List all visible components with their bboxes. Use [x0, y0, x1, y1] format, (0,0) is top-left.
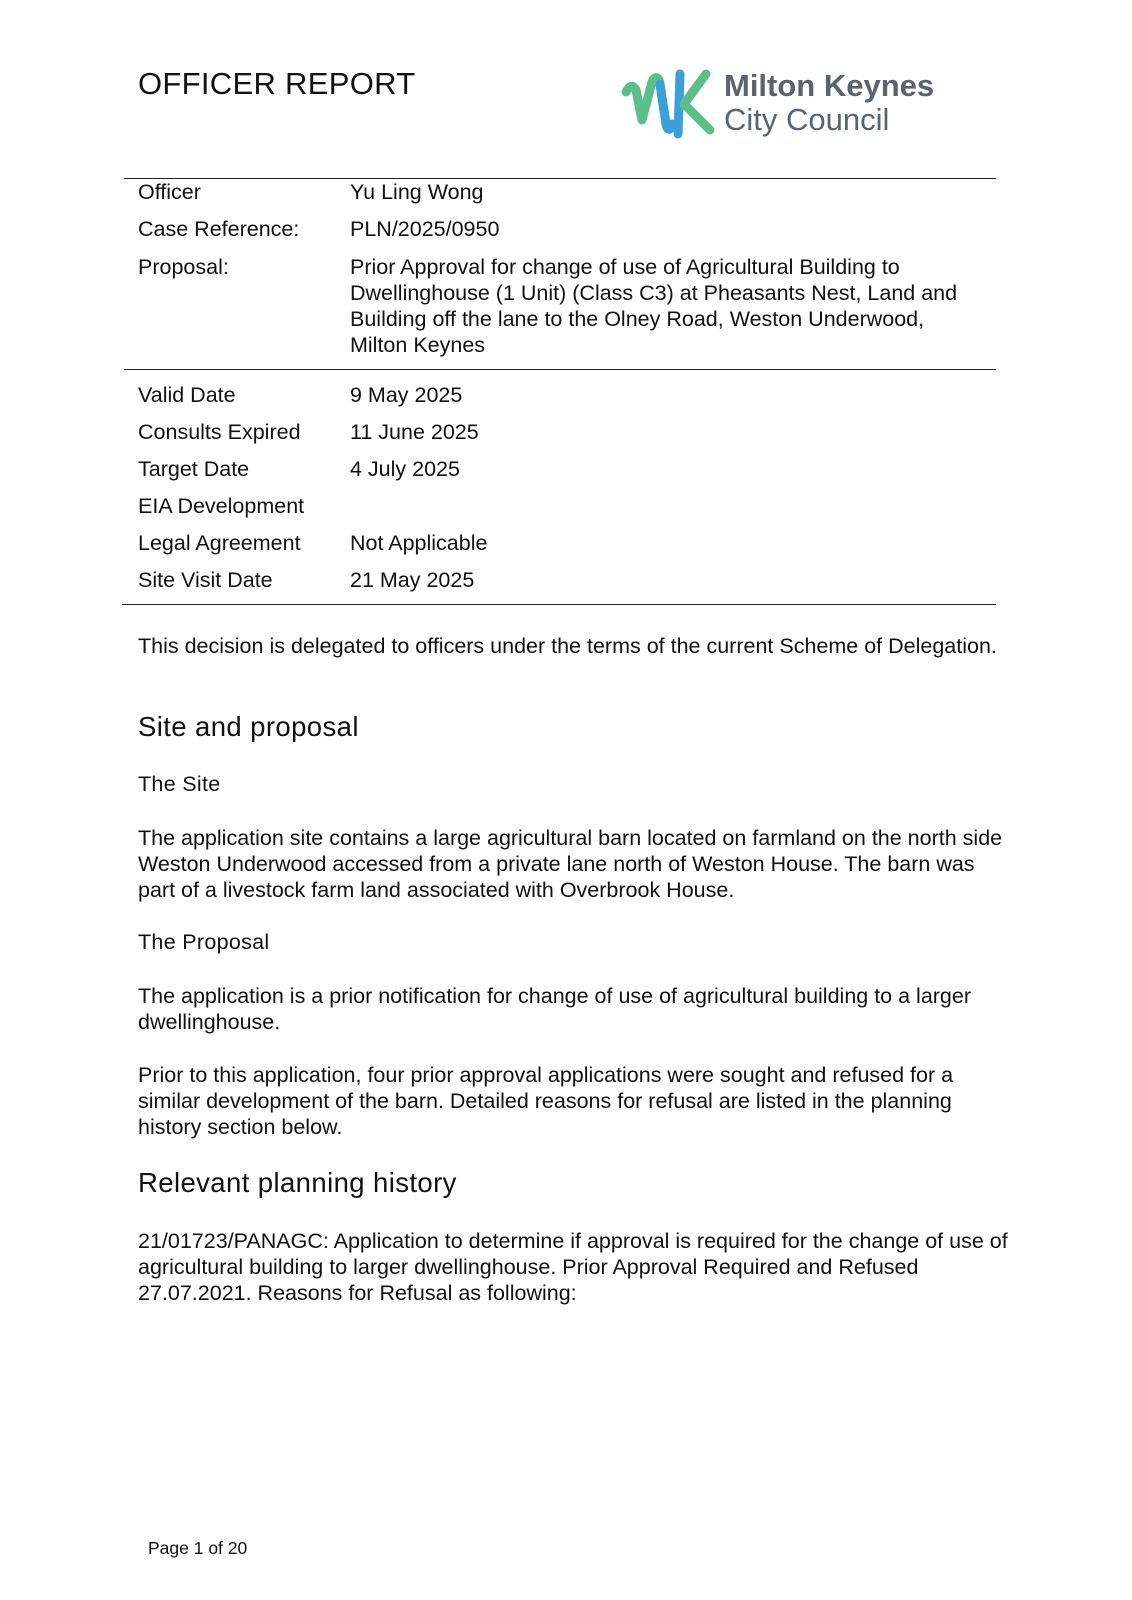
case-reference-value: PLN/2025/0950	[350, 217, 500, 241]
legal-agreement-value: Not Applicable	[350, 531, 488, 555]
valid-date-value: 9 May 2025	[350, 383, 463, 407]
planning-history-heading: Relevant planning history	[138, 1167, 457, 1198]
consults-expired-value: 11 June 2025	[350, 420, 479, 444]
site-visit-date-value: 21 May 2025	[350, 568, 475, 592]
page-number: Page 1 of 20	[148, 1538, 248, 1558]
legal-agreement-label: Legal Agreement	[138, 531, 301, 555]
logo-line1: Milton Keynes	[724, 68, 935, 103]
planning-history-entry: 21/01723/PANAGC: Application to determine if approval is required for the change of use of agricultural building to larger dwellinghouse. Prior Approval Required and Refused 27.07.2021. Reasons for Refusal as following:	[138, 1229, 1014, 1305]
target-date-value: 4 July 2025	[350, 457, 460, 481]
site-description: The application site contains a large agricultural barn located on farmland on the north side Weston Underwood accessed from a private lane north of Weston House. The barn was part of a livestock farm land associated with Overbrook House.	[138, 826, 1003, 902]
the-proposal-heading: The Proposal	[138, 930, 270, 954]
prior-applications-text: Prior to this application, four prior approval applications were sought and refused for a similar development of the barn. Detailed reasons for refusal are listed in the planning history section below.	[138, 1063, 954, 1139]
proposal-value: Prior Approval for change of use of Agricultural Building to Dwellinghouse (1 Unit) (Class C3) at Pheasants Nest, Land and Building off the lane to the Olney Road, Weston Underwood, Milton Keynes	[350, 255, 958, 357]
table-bottom-rule	[122, 604, 996, 605]
council-logo	[620, 64, 1000, 150]
page-title: OFFICER REPORT	[138, 66, 416, 101]
proposal-label: Proposal:	[138, 255, 229, 279]
officer-value: Yu Ling Wong	[350, 180, 484, 204]
logo-line2: City Council	[724, 102, 890, 137]
officer-label: Officer	[138, 180, 201, 204]
site-and-proposal-heading: Site and proposal	[138, 711, 359, 742]
the-site-heading: The Site	[138, 772, 221, 796]
eia-development-label: EIA Development	[138, 494, 305, 518]
table-middle-rule	[124, 369, 996, 370]
mk-logo-mark-icon	[620, 64, 720, 144]
case-reference-label: Case Reference:	[138, 217, 300, 241]
consults-expired-label: Consults Expired	[138, 420, 301, 444]
proposal-description: The application is a prior notification for change of use of agricultural building to a larger dwellinghouse.	[138, 984, 972, 1034]
target-date-label: Target Date	[138, 457, 250, 481]
delegation-text: This decision is delegated to officers under the terms of the current Scheme of Delegation.	[138, 634, 997, 658]
valid-date-label: Valid Date	[138, 383, 236, 407]
site-visit-date-label: Site Visit Date	[138, 568, 273, 592]
